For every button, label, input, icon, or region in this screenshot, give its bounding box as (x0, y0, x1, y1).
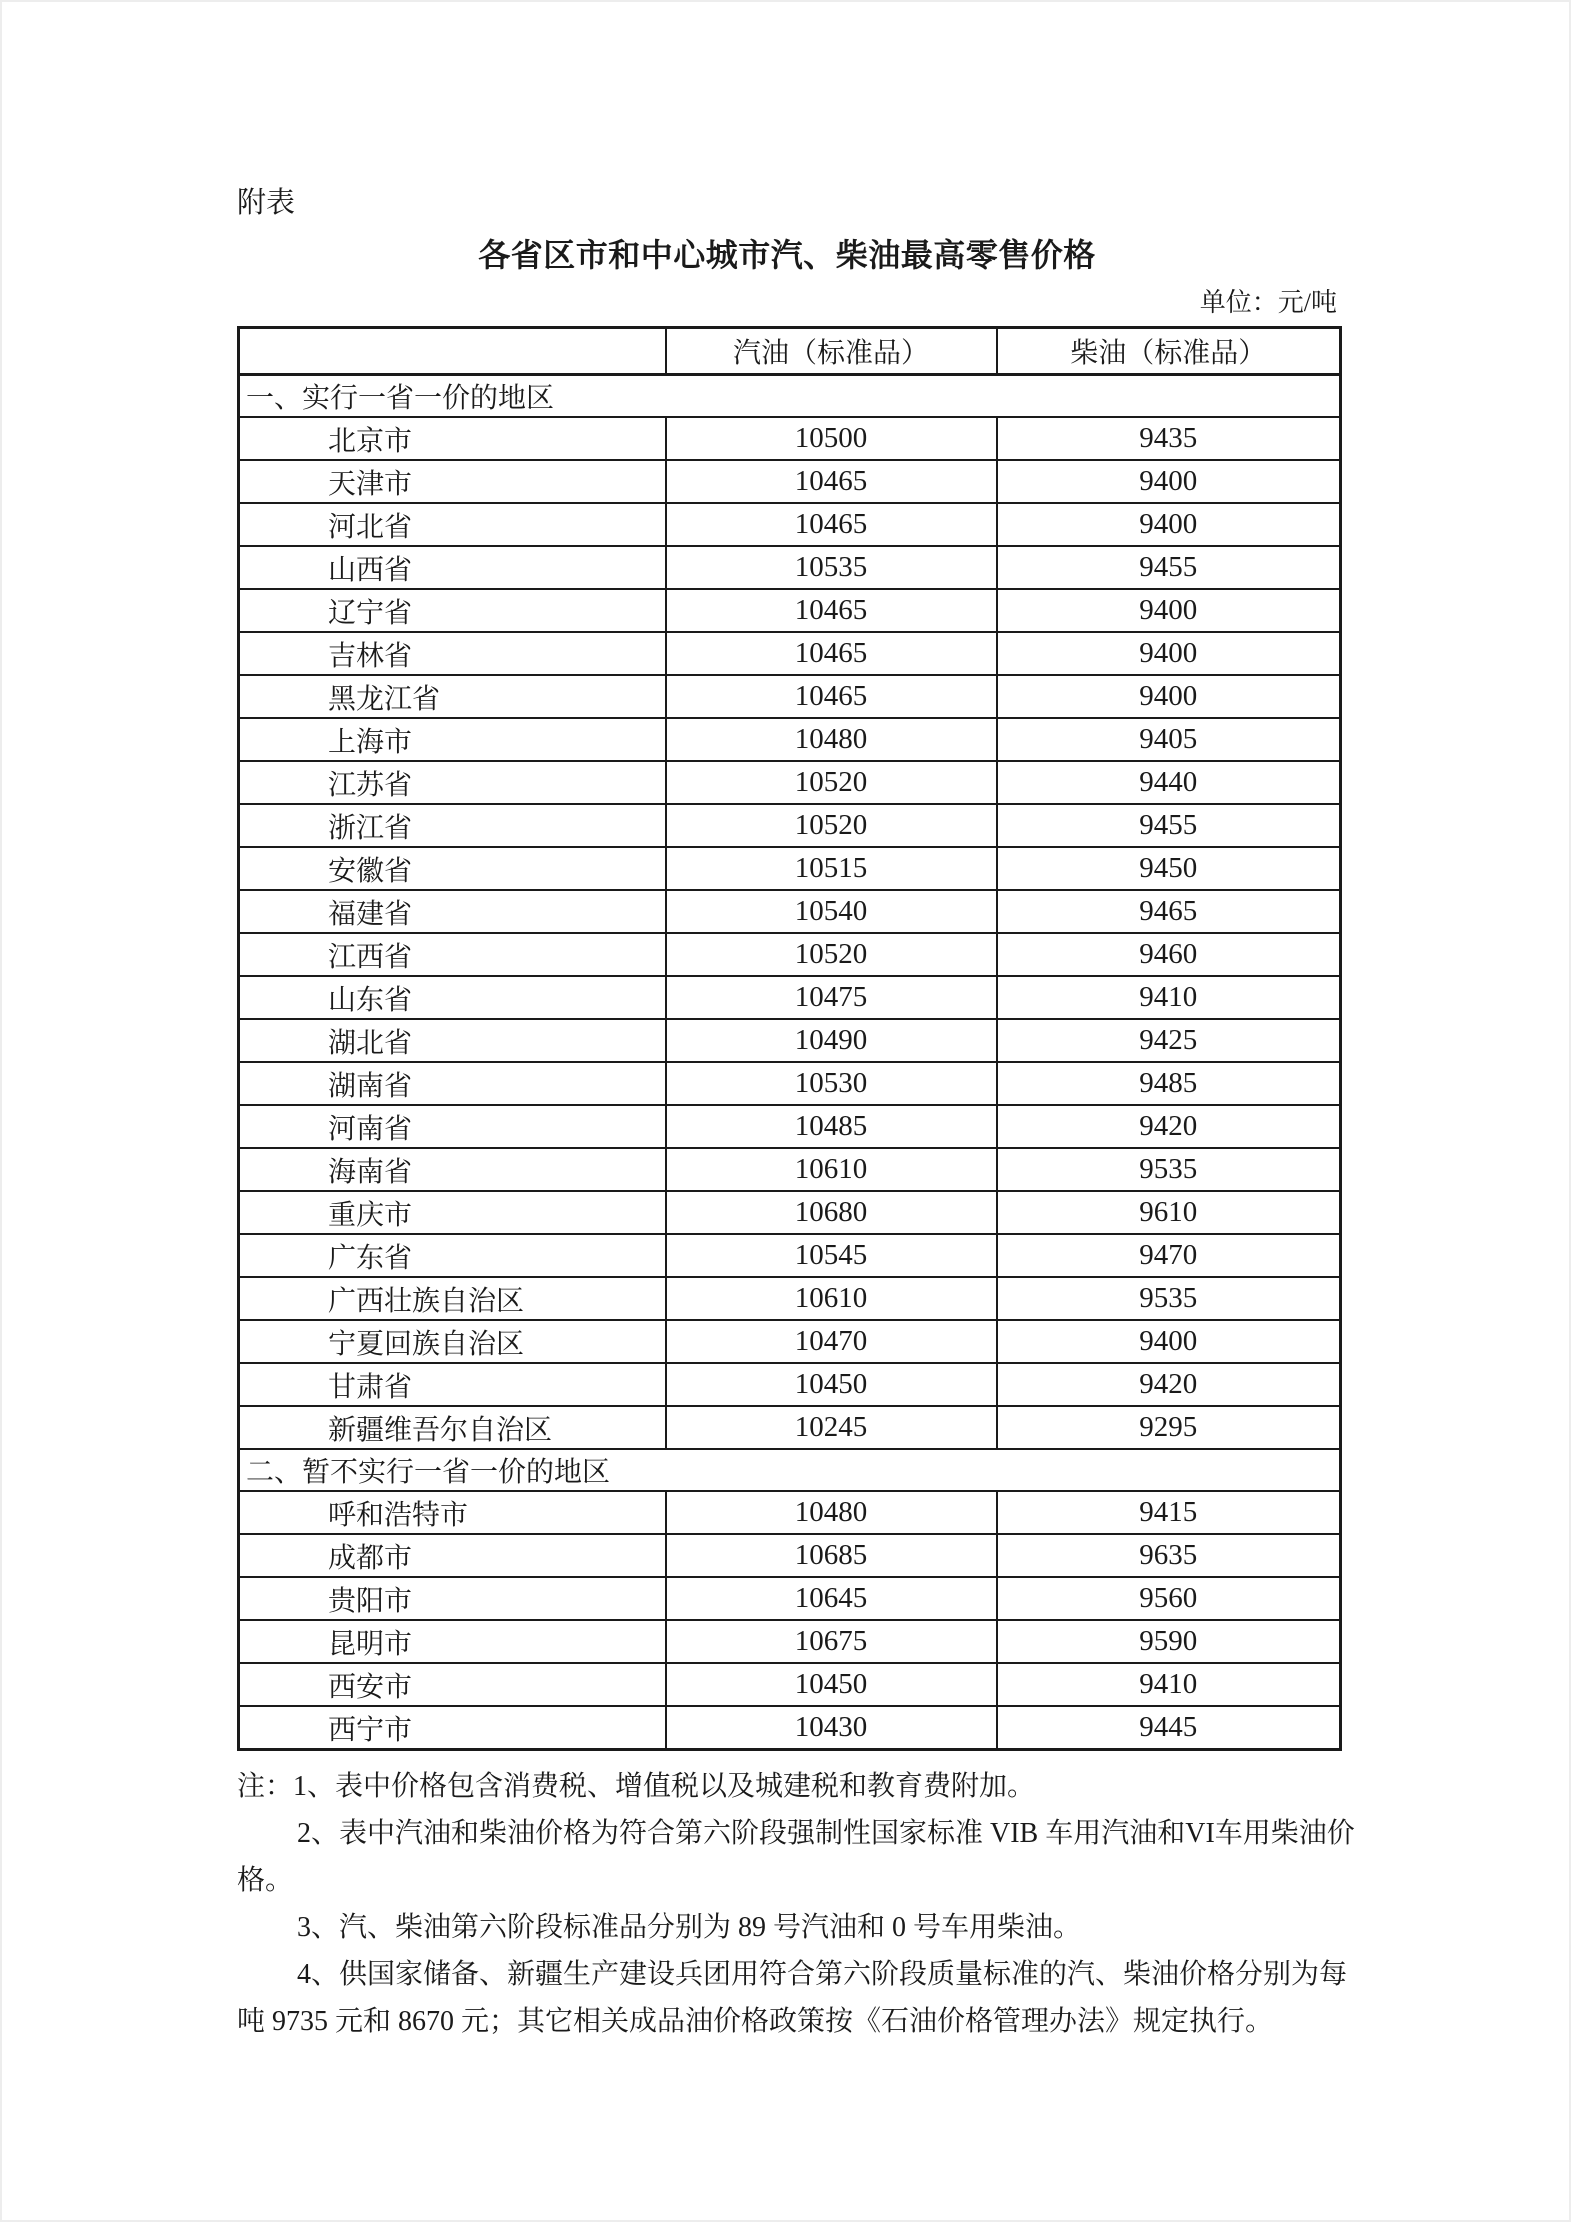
region-cell: 安徽省 (239, 847, 666, 890)
gasoline-price-cell: 10465 (666, 503, 997, 546)
diesel-price-cell: 9610 (997, 1191, 1341, 1234)
table-row (239, 460, 1341, 503)
table-row (239, 847, 1341, 890)
table-row (239, 1191, 1341, 1234)
diesel-price-cell: 9295 (997, 1406, 1341, 1449)
gasoline-price-cell: 10610 (666, 1277, 997, 1320)
gasoline-price-cell: 10530 (666, 1062, 997, 1105)
gasoline-price-cell: 10475 (666, 976, 997, 1019)
region-cell: 贵阳市 (239, 1577, 666, 1620)
region-cell: 山西省 (239, 546, 666, 589)
table-row (239, 546, 1341, 589)
diesel-price-cell: 9400 (997, 1320, 1341, 1363)
region-cell: 江西省 (239, 933, 666, 976)
region-cell: 河南省 (239, 1105, 666, 1148)
diesel-price-cell: 9460 (997, 933, 1341, 976)
diesel-price-cell: 9435 (997, 417, 1341, 460)
diesel-price-cell: 9420 (997, 1105, 1341, 1148)
note-line: 2、表中汽油和柴油价格为符合第六阶段强制性国家标准 VIB 车用汽油和VI车用柴油价 (297, 1818, 1355, 1849)
table-row (239, 1019, 1341, 1062)
gasoline-price-cell: 10465 (666, 675, 997, 718)
note-line: 3、汽、柴油第六阶段标准品分别为 89 号汽油和 0 号车用柴油。 (297, 1912, 1082, 1943)
gasoline-price-cell: 10430 (666, 1706, 997, 1750)
gasoline-price-cell: 10465 (666, 632, 997, 675)
note-line: 4、供国家储备、新疆生产建设兵团用符合第六阶段质量标准的汽、柴油价格分别为每 (297, 1959, 1348, 1990)
gasoline-price-cell: 10520 (666, 804, 997, 847)
gasoline-price-cell: 10500 (666, 417, 997, 460)
region-cell: 辽宁省 (239, 589, 666, 632)
table-row (239, 804, 1341, 847)
region-cell: 河北省 (239, 503, 666, 546)
header-diesel: 柴油（标准品） (997, 328, 1341, 375)
page-title: 各省区市和中心城市汽、柴油最高零售价格 (478, 237, 1096, 273)
region-cell: 浙江省 (239, 804, 666, 847)
diesel-price-cell: 9535 (997, 1148, 1341, 1191)
diesel-price-cell: 9405 (997, 718, 1341, 761)
table-row (239, 1406, 1341, 1449)
gasoline-price-cell: 10480 (666, 718, 997, 761)
table-row (239, 1663, 1341, 1706)
gasoline-price-cell: 10685 (666, 1534, 997, 1577)
diesel-price-cell: 9485 (997, 1062, 1341, 1105)
diesel-price-cell: 9400 (997, 675, 1341, 718)
table-row (239, 1234, 1341, 1277)
region-cell: 黑龙江省 (239, 675, 666, 718)
region-cell: 山东省 (239, 976, 666, 1019)
table-row (239, 976, 1341, 1019)
region-cell: 宁夏回族自治区 (239, 1320, 666, 1363)
header-gasoline: 汽油（标准品） (666, 328, 997, 375)
table-row (239, 890, 1341, 933)
region-cell: 西宁市 (239, 1706, 666, 1750)
region-cell: 天津市 (239, 460, 666, 503)
region-cell: 湖南省 (239, 1062, 666, 1105)
region-cell: 甘肃省 (239, 1363, 666, 1406)
gasoline-price-cell: 10680 (666, 1191, 997, 1234)
diesel-price-cell: 9440 (997, 761, 1341, 804)
table-row (239, 1062, 1341, 1105)
region-cell: 广西壮族自治区 (239, 1277, 666, 1320)
table-row (239, 589, 1341, 632)
table-row (239, 1105, 1341, 1148)
table-row (239, 1148, 1341, 1191)
region-cell: 西安市 (239, 1663, 666, 1706)
table-row (239, 1577, 1341, 1620)
region-cell: 吉林省 (239, 632, 666, 675)
diesel-price-cell: 9415 (997, 1491, 1341, 1534)
gasoline-price-cell: 10480 (666, 1491, 997, 1534)
gasoline-price-cell: 10675 (666, 1620, 997, 1663)
table-row (239, 1534, 1341, 1577)
table-row (239, 1320, 1341, 1363)
diesel-price-cell: 9400 (997, 589, 1341, 632)
gasoline-price-cell: 10645 (666, 1577, 997, 1620)
section-heading: 一、实行一省一价的地区 (239, 375, 1341, 418)
page-content (2, 2, 1569, 2045)
region-cell: 江苏省 (239, 761, 666, 804)
table-row (239, 417, 1341, 460)
section-heading: 二、暂不实行一省一价的地区 (239, 1449, 1341, 1491)
gasoline-price-cell: 10485 (666, 1105, 997, 1148)
gasoline-price-cell: 10245 (666, 1406, 997, 1449)
price-table (237, 326, 1342, 1751)
price-table-body (239, 375, 1341, 1750)
note-line: 格。 (237, 1865, 294, 1896)
note-line: 注：1、表中价格包含消费税、增值税以及城建税和教育费附加。 (237, 1771, 1036, 1802)
diesel-price-cell: 9425 (997, 1019, 1341, 1062)
region-cell: 湖北省 (239, 1019, 666, 1062)
section-heading-row (239, 1449, 1341, 1491)
gasoline-price-cell: 10490 (666, 1019, 997, 1062)
table-row (239, 718, 1341, 761)
region-cell: 海南省 (239, 1148, 666, 1191)
gasoline-price-cell: 10520 (666, 933, 997, 976)
region-cell: 重庆市 (239, 1191, 666, 1234)
region-cell: 昆明市 (239, 1620, 666, 1663)
table-header-row (239, 328, 1341, 375)
diesel-price-cell: 9400 (997, 632, 1341, 675)
diesel-price-cell: 9445 (997, 1706, 1341, 1750)
gasoline-price-cell: 10465 (666, 589, 997, 632)
diesel-price-cell: 9455 (997, 546, 1341, 589)
section-heading-row (239, 375, 1341, 418)
gasoline-price-cell: 10545 (666, 1234, 997, 1277)
gasoline-price-cell: 10450 (666, 1663, 997, 1706)
gasoline-price-cell: 10515 (666, 847, 997, 890)
table-row (239, 1620, 1341, 1663)
region-cell: 成都市 (239, 1534, 666, 1577)
note-line: 吨 9735 元和 8670 元；其它相关成品油价格政策按《石油价格管理办法》规定执行。 (237, 2006, 1274, 2037)
diesel-price-cell: 9410 (997, 976, 1341, 1019)
region-cell: 新疆维吾尔自治区 (239, 1406, 666, 1449)
notes (237, 1763, 1361, 2045)
region-cell: 广东省 (239, 1234, 666, 1277)
table-row (239, 675, 1341, 718)
gasoline-price-cell: 10465 (666, 460, 997, 503)
diesel-price-cell: 9450 (997, 847, 1341, 890)
table-row (239, 1277, 1341, 1320)
diesel-price-cell: 9455 (997, 804, 1341, 847)
diesel-price-cell: 9470 (997, 1234, 1341, 1277)
diesel-price-cell: 9400 (997, 503, 1341, 546)
diesel-price-cell: 9420 (997, 1363, 1341, 1406)
region-cell: 北京市 (239, 417, 666, 460)
diesel-price-cell: 9465 (997, 890, 1341, 933)
diesel-price-cell: 9635 (997, 1534, 1341, 1577)
header-region (239, 328, 666, 375)
region-cell: 上海市 (239, 718, 666, 761)
region-cell: 福建省 (239, 890, 666, 933)
table-row (239, 632, 1341, 675)
attachment-label: 附表 (237, 187, 296, 219)
gasoline-price-cell: 10450 (666, 1363, 997, 1406)
table-row (239, 503, 1341, 546)
gasoline-price-cell: 10610 (666, 1148, 997, 1191)
diesel-price-cell: 9400 (997, 460, 1341, 503)
diesel-price-cell: 9560 (997, 1577, 1341, 1620)
table-row (239, 933, 1341, 976)
diesel-price-cell: 9590 (997, 1620, 1341, 1663)
diesel-price-cell: 9410 (997, 1663, 1341, 1706)
table-row (239, 761, 1341, 804)
gasoline-price-cell: 10535 (666, 546, 997, 589)
unit-label: 单位：元/吨 (1199, 288, 1337, 317)
gasoline-price-cell: 10520 (666, 761, 997, 804)
table-row (239, 1491, 1341, 1534)
table-row (239, 1363, 1341, 1406)
diesel-price-cell: 9535 (997, 1277, 1341, 1320)
gasoline-price-cell: 10540 (666, 890, 997, 933)
gasoline-price-cell: 10470 (666, 1320, 997, 1363)
region-cell: 呼和浩特市 (239, 1491, 666, 1534)
table-row (239, 1706, 1341, 1750)
